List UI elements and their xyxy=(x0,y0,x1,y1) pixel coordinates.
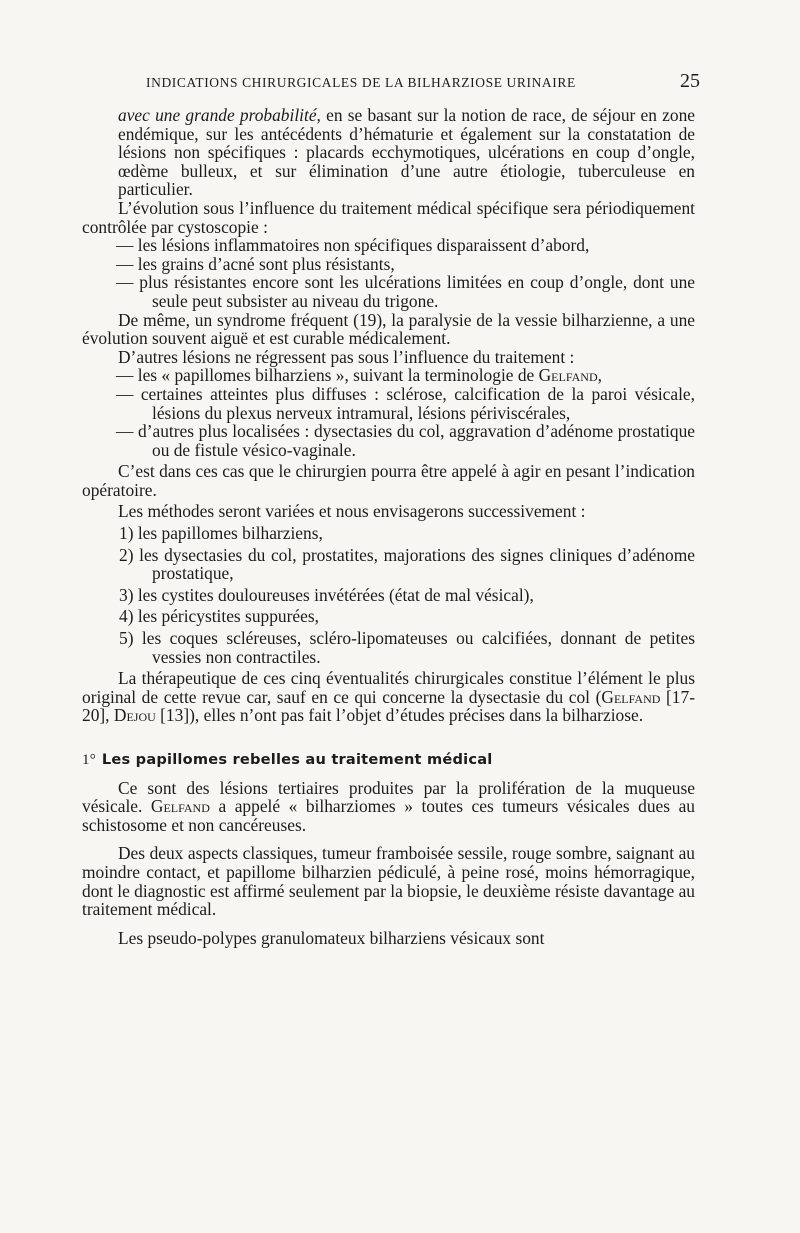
paragraph-syndrome: De même, un syndrome fréquent (19), la paralysie de la vessie bilharzienne, a une évolution souvent aiguë et est curable médicalement. xyxy=(82,309,695,349)
list-item: — les lésions inflammatoires non spécifiques disparaissent d’abord, xyxy=(116,235,590,256)
section-number: 1° xyxy=(82,752,96,768)
section-title: Les papillomes rebelles au traitement médical xyxy=(101,751,493,768)
numbered-item: 1) les papillomes bilharziens, xyxy=(119,523,323,544)
page-header xyxy=(82,70,700,93)
list-item-text: — les « papillomes bilharziens », suivant la terminologie de xyxy=(116,365,539,386)
paragraph-aspects: Des deux aspects classiques, tumeur framboisée sessile, rouge sombre, saignant au moindre contact, et papillome bilharzien pédiculé, à peine rosé, moins hémorragique, dont le diagnostic est affirmé seulement par la biopsie, le deuxième résiste davantage au traitement médical. xyxy=(82,843,695,920)
paragraph-text: Ce sont des lésions tertiaires produites par la prolifération de la muqueuse vésicale. xyxy=(82,777,695,817)
author-name: Dejou xyxy=(113,705,156,726)
punctuation: , xyxy=(597,365,602,386)
numbered-item: 3) les cystites douloureuses invétérées (état de mal vésical), xyxy=(119,584,534,605)
page-body xyxy=(82,106,695,947)
paragraph-text: [13]), elles n’ont pas fait l’objet d’études précises dans la bilharziose. xyxy=(155,705,644,726)
paragraph-surgeon: C’est dans ces cas que le chirurgien pourra être appelé à agir en pesant l’indication opératoire. xyxy=(82,461,695,500)
list-item: — d’autres plus localisées : dysectasies du col, aggravation d’adénome prostatique ou de fistule vésico-vaginale. xyxy=(116,421,695,460)
numbered-item: 5) les coques scléreuses, scléro-lipomateuses ou calcifiées, donnant de petites vessies non contractiles. xyxy=(119,628,695,667)
italic-phrase: avec une grande probabilité, xyxy=(118,105,321,125)
paragraph-text: La thérapeutique de ces cinq éventualités chirurgicales constitue l’élément le plus original de cette revue car, sauf en ce qui concerne la dysectasie du col ( xyxy=(82,668,695,707)
paragraph-text: a appelé « bilharziomes » toutes ces tumeurs vésicales dues au schistosome et non cancéreuses. xyxy=(82,796,695,835)
numbered-item: 4) les péricystites suppurées, xyxy=(119,606,319,627)
citation: [17-20], xyxy=(82,686,695,726)
list-item: — certaines atteintes plus diffuses : sclérose, calcification de la paroi vésicale, lésions du plexus nerveux intramural, lésions périviscérales, xyxy=(116,383,695,423)
numbered-item: 2) les dysectasies du col, prostatites, majorations des signes cliniques d’adénome prostatique, xyxy=(119,544,695,584)
paragraph-pseudo-polypes: Les pseudo-polypes granulomateux bilharziens vésicaux sont xyxy=(118,927,545,948)
author-name: Gelfand xyxy=(150,796,210,817)
paragraph-methods: Les méthodes seront variées et nous envisagerons successivement : xyxy=(118,501,586,522)
page-number: 25 xyxy=(680,70,700,92)
list-item: — les grains d’acné sont plus résistants, xyxy=(116,253,395,274)
list-item: — plus résistantes encore sont les ulcérations limitées en coup d’ongle, dont une seule peut subsister au niveau du trigone. xyxy=(116,272,695,311)
author-name: Gelfand xyxy=(601,686,661,707)
paragraph-therapeutics xyxy=(82,669,695,725)
paragraph-lesions: D’autres lésions ne régressent pas sous l’influence du traitement : xyxy=(118,346,575,367)
section-heading xyxy=(82,751,695,770)
paragraph-text: en se basant sur la notion de race, de séjour en zone endémique, sur les antécédents d’hématurie et également sur la constatation de lésions non spécifiques : placards ecchymotiques, ulcérations en coup d’ongle, œdème bulleux, et sur élimination d’une autre étiologie, tuberculeuse en particulier. xyxy=(118,105,695,200)
author-name: Gelfand xyxy=(538,365,598,386)
paragraph-continuation xyxy=(82,106,695,199)
list-item xyxy=(82,366,695,385)
running-title: INDICATIONS CHIRURGICALES DE LA BILHARZIOSE URINAIRE xyxy=(146,75,576,90)
paragraph-lesions-tertiary xyxy=(82,779,695,835)
paragraph-evolution: L’évolution sous l’influence du traitement médical spécifique sera périodiquement contrôlée par cystoscopie : xyxy=(82,197,695,237)
